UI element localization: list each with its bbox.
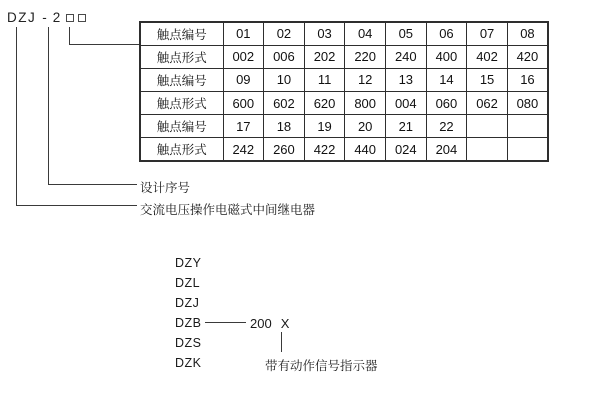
value-cell: 22 (426, 115, 467, 138)
value-cell: 060 (426, 92, 467, 115)
dzb-connector-line (205, 322, 246, 323)
dzb-suffix (250, 316, 289, 331)
value-cell (467, 138, 508, 161)
indicator-note-label: 带有动作信号指示器 (265, 359, 378, 373)
value-cell: 062 (467, 92, 508, 115)
callout-line-contact-table-vertical (69, 27, 70, 45)
table-row (140, 68, 548, 91)
value-cell: 620 (304, 92, 345, 115)
model-item-dzj: DZJ (175, 296, 200, 310)
value-cell: 002 (223, 45, 264, 68)
model-item-dzy: DZY (175, 256, 202, 270)
row-label: 触点编号 (140, 115, 223, 138)
value-cell: 242 (223, 138, 264, 161)
model-item-dzk: DZK (175, 356, 202, 370)
value-cell: 080 (507, 92, 548, 115)
model-code (7, 10, 86, 25)
table-row (140, 45, 548, 68)
value-cell: 006 (264, 45, 305, 68)
contact-table (139, 21, 549, 162)
value-cell: 240 (386, 45, 427, 68)
value-cell: 06 (426, 22, 467, 45)
value-cell: 08 (507, 22, 548, 45)
value-cell: 21 (386, 115, 427, 138)
design-serial-label: 设计序号 (140, 181, 191, 195)
value-cell: 402 (467, 45, 508, 68)
model-code-dash: - (42, 10, 47, 25)
callout-line-relay-type-horizontal (16, 205, 137, 206)
model-code-digit: 2 (52, 10, 61, 25)
value-cell: 07 (467, 22, 508, 45)
placeholder-box-1 (66, 14, 74, 22)
dzb-suffix-variant: X (280, 316, 290, 331)
value-cell (507, 138, 548, 161)
value-cell: 11 (304, 68, 345, 91)
model-item-dzs: DZS (175, 336, 202, 350)
value-cell (467, 115, 508, 138)
row-label: 触点形式 (140, 45, 223, 68)
callout-line-design-serial-horizontal (48, 184, 137, 185)
value-cell: 18 (264, 115, 305, 138)
value-cell: 10 (264, 68, 305, 91)
row-label: 触点编号 (140, 68, 223, 91)
value-cell: 600 (223, 92, 264, 115)
value-cell: 14 (426, 68, 467, 91)
table-row (140, 138, 548, 161)
value-cell: 16 (507, 68, 548, 91)
callout-line-contact-table-horizontal (69, 44, 139, 45)
value-cell: 602 (264, 92, 305, 115)
value-cell: 422 (304, 138, 345, 161)
model-code-prefix: DZJ (7, 10, 37, 25)
value-cell: 204 (426, 138, 467, 161)
callout-line-design-serial-vertical (48, 27, 49, 185)
value-cell: 220 (345, 45, 386, 68)
value-cell: 09 (223, 68, 264, 91)
value-cell: 202 (304, 45, 345, 68)
table-row (140, 22, 548, 45)
placeholder-box-2 (78, 14, 86, 22)
model-item-dzb: DZB (175, 316, 202, 330)
value-cell: 400 (426, 45, 467, 68)
value-cell: 004 (386, 92, 427, 115)
value-cell: 03 (304, 22, 345, 45)
value-cell: 15 (467, 68, 508, 91)
row-label: 触点形式 (140, 138, 223, 161)
variant-x-connector-line (281, 332, 282, 352)
value-cell: 01 (223, 22, 264, 45)
value-cell: 12 (345, 68, 386, 91)
row-label: 触点形式 (140, 92, 223, 115)
value-cell: 800 (345, 92, 386, 115)
value-cell: 02 (264, 22, 305, 45)
value-cell (507, 115, 548, 138)
model-item-dzl: DZL (175, 276, 201, 290)
value-cell: 19 (304, 115, 345, 138)
value-cell: 440 (345, 138, 386, 161)
value-cell: 13 (386, 68, 427, 91)
row-label: 触点编号 (140, 22, 223, 45)
table-row (140, 115, 548, 138)
value-cell: 04 (345, 22, 386, 45)
value-cell: 260 (264, 138, 305, 161)
table-row (140, 92, 548, 115)
value-cell: 024 (386, 138, 427, 161)
contact-table-body (140, 22, 548, 161)
value-cell: 20 (345, 115, 386, 138)
relay-type-label: 交流电压操作电磁式中间继电器 (140, 203, 316, 217)
dzb-suffix-value: 200 (250, 316, 272, 331)
value-cell: 420 (507, 45, 548, 68)
value-cell: 17 (223, 115, 264, 138)
value-cell: 05 (386, 22, 427, 45)
callout-line-relay-type-vertical (16, 27, 17, 206)
